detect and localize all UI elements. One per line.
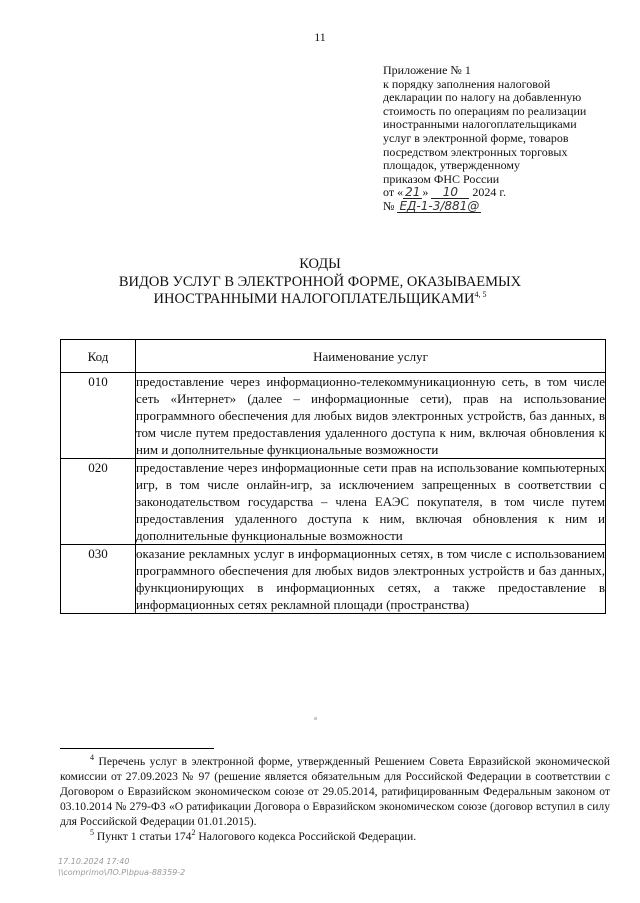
service-name: предоставление через информационные сети прав на использование компьютерных игр, в том числе онлайн-игр, за исключением запрещенных в соответствии с законодательством государства – члена ЕАЭС покупателя, в том числе путем предоставления удаленного доступа к ним, включая обновления к ним и дополнительные функциональные возможности [136,460,605,543]
appendix-line: приказом ФНС России [383,171,500,186]
appendix-line: посредством электронных торговых [383,144,568,159]
page-number: 11 [314,30,326,44]
order-date [383,186,623,200]
service-code: 020 [61,459,136,545]
article-superscript: 2 [191,828,196,838]
service-code: 030 [61,545,136,614]
footnote-marker: 5 [90,828,94,838]
appendix-line: декларации по налогу на добавленную [383,90,582,105]
footnote-5 [60,829,610,844]
handwritten-month: 10 [431,186,469,199]
title-footnote-refs: 4, 5 [474,290,487,300]
title-line-3: ИНОСТРАННЫМИ НАЛОГОПЛАТЕЛЬЩИКАМИ [153,291,475,307]
appendix-line: Приложение № 1 [383,63,471,77]
header-code: Код [61,340,136,373]
title-line-1: КОДЫ [299,256,341,272]
table-row [61,545,606,614]
order-number [383,200,623,214]
number-prefix: № [383,198,395,213]
footnote-text: Налогового кодекса Российской Федерации. [195,830,417,843]
header-service-name: Наименование услуг [136,340,606,373]
table-header-row [61,340,606,373]
appendix-line: иностранными налогоплательщиками [383,117,577,132]
handwritten-number: ЕД-1-3/881@ [399,198,480,213]
footnote-divider [60,748,214,749]
stamp-path: \\comprimo\ЛО.Р\bpua-88359-2 [58,868,186,877]
appendix-block [383,64,623,214]
footnote-marker: 4 [90,753,94,763]
appendix-line: услуг в электронной форме, товаров [383,130,569,145]
date-prefix: от « [383,185,404,200]
appendix-line: площадок, утвержденному [383,158,521,173]
service-name: оказание рекламных услуг в информационных сетях, в том числе с использованием программного обеспечения для любых видов электронных устройств и баз данных, функционирующих в информационных сетях, а также предоставление в информационных сетях рекламной площади (пространства) [136,546,605,612]
appendix-line: к порядку заполнения налоговой [383,76,551,91]
footnote-text: Пункт 1 статьи 174 [94,830,192,843]
service-code: 010 [61,373,136,459]
services-table [60,339,606,614]
title-line-3-wrap [0,291,640,309]
document-title [0,256,640,309]
title-line-2: ВИДОВ УСЛУГ В ЭЛЕКТРОННОЙ ФОРМЕ, ОКАЗЫВАЕМЫХ [118,273,522,290]
appendix-line: стоимость по операциям по реализации [383,103,587,118]
footnote-text: Перечень услуг в электронной форме, утвержденный Решением Совета Евразийской экономической комиссии от 27.09.2023 № 97 (решение является обязательным для Российской Федерации в соответствии с Договором о Евразийском экономическом союзе от 29.05.2014, ратифицированным Федеральным законом от 03.10.2014 № 279-ФЗ «О ратификации Договора о Евразийском экономическом союзе (договор вступил в силу для Российской Федерации 01.01.2015). [60,755,610,828]
footnote-4 [60,754,610,829]
handwritten-day: 21 [405,185,421,200]
service-name: предоставление через информационно-телекоммуникационную сеть, в том числе сеть «Интернет» (далее – информационные сети), прав на использование программного обеспечения для любых видов электронных устройств, баз данных, в том числе путем предоставления удаленного доступа к ним, включая обновления к ним и дополнительные функциональные возможности [136,374,605,457]
date-mid: » [422,185,429,200]
table-row [61,459,606,545]
table-row [61,373,606,459]
footnotes [60,754,610,844]
document-stamp [58,856,185,878]
stamp-timestamp: 17.10.2024 17:40 [58,857,130,866]
date-year: 2024 г. [472,185,506,200]
scan-speck [314,717,317,720]
